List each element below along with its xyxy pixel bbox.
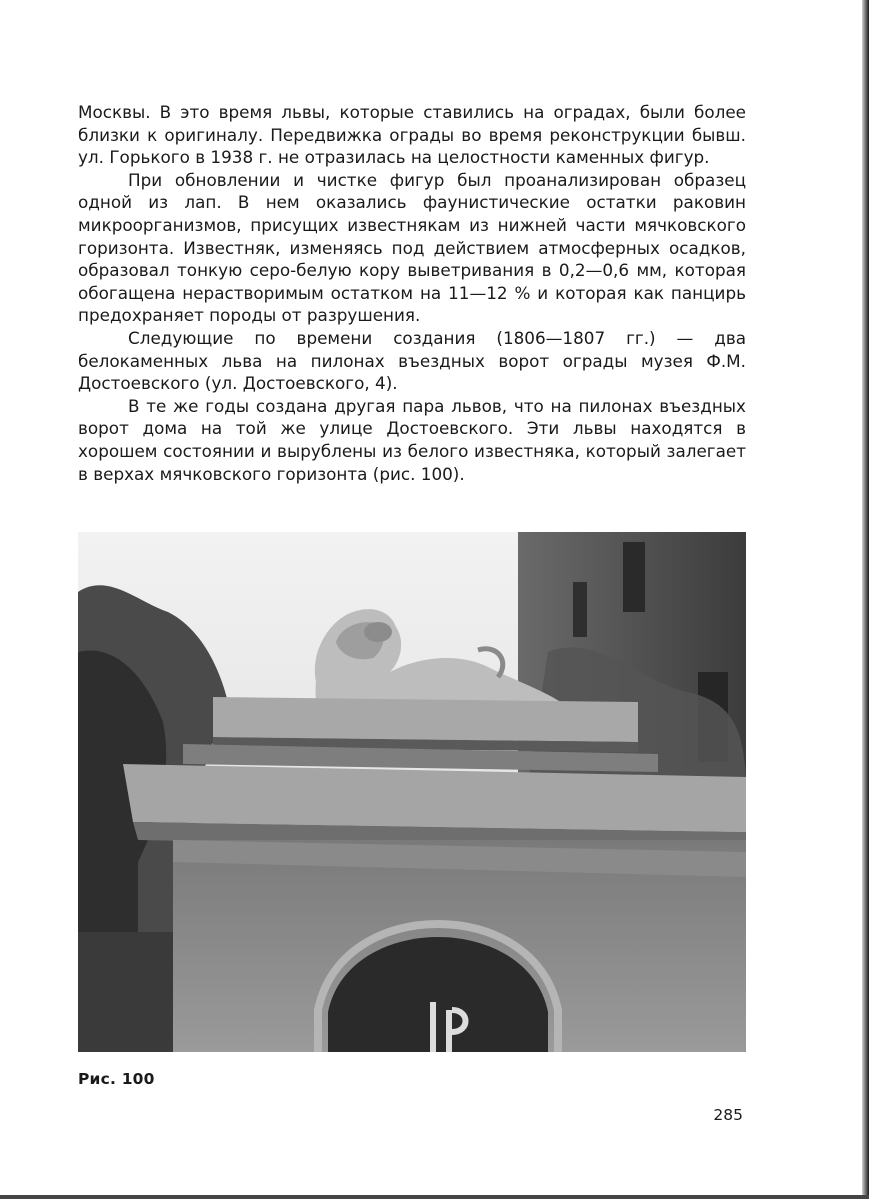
paragraph-3: Следующие по времени создания (1806—1807 гг.) — два белокаменных льва на пилонах въездных ворот ограды музея Ф.М. Достоевского (ул. Достоевского, 4). xyxy=(78,327,746,394)
paragraph-1: Москвы. В это время львы, которые ставились на оградах, были более близки к оригиналу. Передвижка ограды во время реконструкции бывш. ул. Горького в 1938 г. не отразилась на целостности каменных фигур. xyxy=(78,102,746,168)
paragraph-4: В те же годы создана другая пара львов, что на пилонах въездных ворот дома на той же улице Достоевского. Эти львы находятся в хорошем состоянии и вырублены из белого известняка, который залегает в верхах мячковского горизонта (рис. 100). xyxy=(78,395,746,484)
page-number: 285 xyxy=(713,1106,743,1124)
photo-lion-on-gate-pylon xyxy=(78,532,746,1052)
figure-caption: Рис. 100 xyxy=(78,1070,155,1088)
page-edge-bottom xyxy=(0,1195,869,1199)
paragraph-2: При обновлении и чистке фигур был проанализирован образец одной из лап. В нем оказались фаунистические остатки раковин микроорганизмов, присущих известнякам из нижней части мячковского горизонта. Известняк, изменяясь под действием атмосферных осадков, образовал тонкую серо-белую кору выветривания в 0,2—0,6 мм, которая обогащена нерастворимым остатком на 11—12 % и которая как панцирь предохраняет породы от разрушения. xyxy=(78,169,746,326)
body-text xyxy=(78,101,746,485)
page-edge-right xyxy=(862,0,869,1199)
